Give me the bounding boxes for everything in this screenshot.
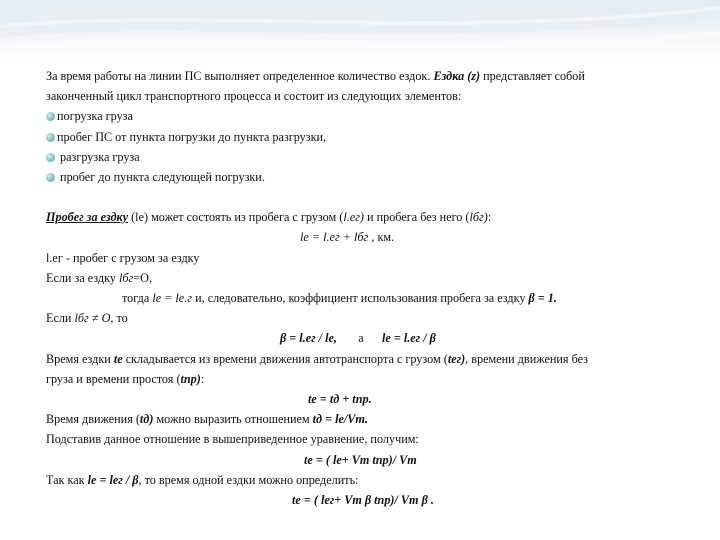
text-line: Если за ездку lбг=O, (46, 270, 153, 285)
list-item: разгрузка груза (46, 147, 686, 167)
formula: lе = l.ег + lбг , км. (300, 230, 395, 245)
text-line: Если lбг ≠ O, то (46, 311, 128, 326)
text-line: груза и времени простоя (tпр): (46, 371, 205, 386)
list-item: погрузка груза (46, 106, 686, 126)
text-line: За время работы на линии ПС выполняет определенное количество ездок. Ездка (z) представляет собой (46, 69, 585, 83)
text-line: тогда lе = lе.г и, следовательно, коэффициент использования пробега за ездку β = 1. (122, 291, 557, 306)
formula: tе = ( lе+ Vт tпр)/ Vт (304, 452, 417, 467)
text-line: l.ег - пробег с грузом за ездку (46, 250, 200, 265)
text-line: Так как lе = lег / β, то время одной ездки можно определить: (46, 472, 359, 487)
header-swoosh (0, 0, 720, 60)
text-line: законченный цикл транспортного процесса и состоит из следующих элементов: (46, 89, 462, 104)
bullet-icon (46, 153, 55, 162)
bullet-icon (46, 112, 55, 121)
text-line: Пробег за ездку (lе) может состоять из пробега с грузом (l.ег) и пробега без него (lбг): (46, 210, 492, 225)
formula: β = l.ег / lе, а lе = l.ег / β (280, 331, 436, 346)
text-line: Время движения (tд) можно выразить отношением tд = lе/Vт. (46, 412, 369, 427)
text-line: Подставив данное отношение в вышеприведенное уравнение, получим: (46, 432, 419, 447)
list-item: пробег ПС от пункта погрузки до пункта разгрузки, (46, 127, 686, 147)
slide-content (46, 66, 686, 510)
list-item: пробег до пункта следующей погрузки. (46, 167, 686, 187)
formula: tе = tд + tпр. (308, 392, 372, 407)
bullet-icon (46, 133, 55, 142)
bullet-icon (46, 173, 55, 182)
formula: tе = ( lег+ Vт β tпр)/ Vт β . (292, 493, 434, 508)
text-line: Время ездки tе складывается из времени движения автотранспорта с грузом (tег), времени движения без (46, 351, 588, 366)
